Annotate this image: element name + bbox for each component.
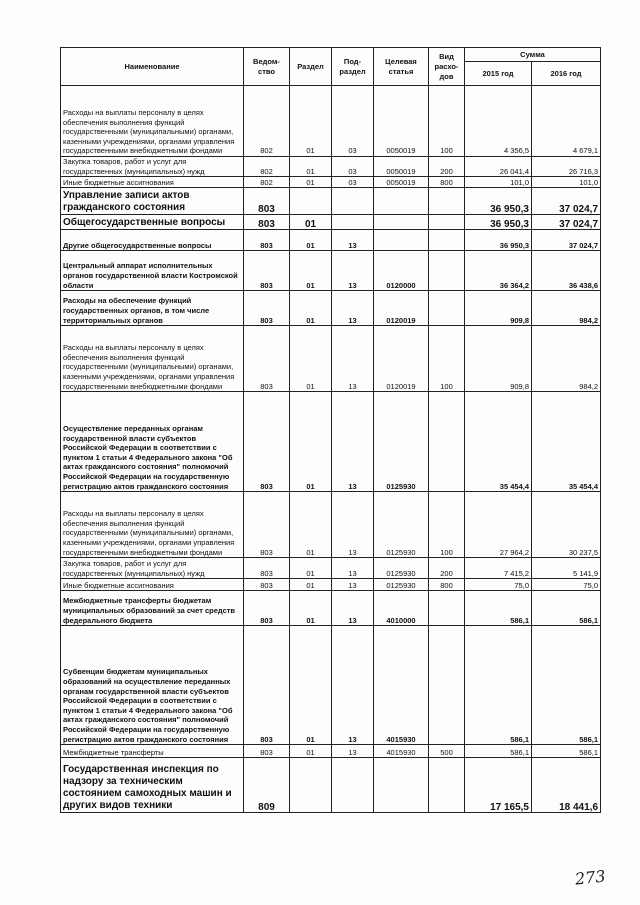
page-number: 273 [574,866,607,889]
cell-name: Общегосударственные вопросы [61,215,244,230]
cell-sec: 01 [290,745,332,758]
cell-tgt: 0125930 [374,392,429,492]
cell-tgt: 0050019 [374,157,429,177]
cell-sub: 13 [332,558,374,579]
cell-sub: 13 [332,291,374,326]
cell-sub: 13 [332,251,374,291]
cell-type: 200 [429,558,465,579]
cell-s2016: 5 141,9 [532,558,601,579]
table-row [61,626,601,745]
cell-name: Межбюджетные трансферты бюджетам муниципальных образований за счет средств федерального бюджета [61,591,244,626]
table-row [61,157,601,177]
cell-type [429,758,465,813]
cell-s2016: 586,1 [532,626,601,745]
cell-tgt: 0125930 [374,579,429,591]
cell-s2015: 26 041,4 [465,157,532,177]
cell-name: Центральный аппарат исполнительных органов государственной власти Костромской области [61,251,244,291]
cell-name: Расходы на выплаты персоналу в целях обеспечения выполнения функций государственными (муниципальными) органами, казенными учреждениями, органами управления государственными внебюджетными фондами [61,86,244,157]
cell-dept: 803 [244,326,290,392]
cell-sec: 01 [290,326,332,392]
cell-sub: 13 [332,230,374,251]
cell-s2015: 35 454,4 [465,392,532,492]
table-row [61,392,601,492]
cell-s2015: 36 950,3 [465,188,532,215]
cell-name: Расходы на выплаты персоналу в целях обеспечения выполнения функций государственными (муниципальными) органами, казенными учреждениями, органами управления государственными внебюджетными фондами [61,326,244,392]
cell-tgt [374,215,429,230]
cell-s2015: 101,0 [465,177,532,188]
cell-type [429,251,465,291]
table-row [61,230,601,251]
table-row [61,579,601,591]
cell-dept: 803 [244,579,290,591]
table-row [61,758,601,813]
cell-sub: 03 [332,177,374,188]
table-row [61,215,601,230]
cell-s2016: 26 716,3 [532,157,601,177]
cell-dept: 803 [244,745,290,758]
cell-s2016: 37 024,7 [532,230,601,251]
header-dept: Ведом-ство [244,48,290,86]
cell-type: 200 [429,157,465,177]
header-subsection: Под-раздел [332,48,374,86]
cell-sub: 03 [332,86,374,157]
cell-type [429,230,465,251]
cell-s2015: 17 165,5 [465,758,532,813]
cell-dept: 809 [244,758,290,813]
table-row [61,326,601,392]
cell-name: Иные бюджетные ассигнования [61,579,244,591]
cell-name: Закупка товаров, работ и услуг для государственных (муниципальных) нужд [61,157,244,177]
cell-sub [332,215,374,230]
cell-sec: 01 [290,579,332,591]
cell-s2016: 18 441,6 [532,758,601,813]
cell-s2015: 36 364,2 [465,251,532,291]
cell-s2016: 984,2 [532,326,601,392]
cell-s2015: 586,1 [465,591,532,626]
cell-tgt: 0050019 [374,86,429,157]
cell-sub [332,758,374,813]
cell-name: Осуществление переданных органам государственной власти субъектов Российской Федерации в соответствии с пунктом 1 статьи 4 Федерального закона "Об актах гражданского состояния" полномочий Российской Федерации на государственную регистрацию актов гражданского состояния [61,392,244,492]
cell-s2015: 909,8 [465,291,532,326]
cell-sub: 13 [332,492,374,558]
cell-dept: 803 [244,492,290,558]
cell-sec: 01 [290,251,332,291]
cell-s2015: 586,1 [465,745,532,758]
cell-tgt: 0125930 [374,492,429,558]
cell-s2016: 4 679,1 [532,86,601,157]
cell-dept: 803 [244,230,290,251]
cell-s2015: 36 950,3 [465,230,532,251]
cell-s2015: 7 415,2 [465,558,532,579]
cell-dept: 803 [244,558,290,579]
cell-type [429,392,465,492]
cell-name: Иные бюджетные ассигнования [61,177,244,188]
cell-sec: 01 [290,157,332,177]
header-target: Целевая статья [374,48,429,86]
cell-type [429,626,465,745]
table-row [61,177,601,188]
cell-sub: 03 [332,157,374,177]
cell-s2016: 37 024,7 [532,188,601,215]
header-name: Наименование [61,48,244,86]
cell-sec: 01 [290,215,332,230]
cell-type: 100 [429,326,465,392]
cell-tgt: 4015930 [374,626,429,745]
cell-tgt: 0050019 [374,177,429,188]
cell-type: 800 [429,177,465,188]
cell-dept: 803 [244,392,290,492]
cell-tgt [374,188,429,215]
cell-tgt [374,758,429,813]
cell-s2016: 30 237,5 [532,492,601,558]
cell-sub: 13 [332,626,374,745]
cell-tgt [374,230,429,251]
cell-name: Субвенции бюджетам муниципальных образований на осуществление переданных органам государственной власти субъектов Российской Федерации в соответствии с пунктом 1 статьи 4 Федерального закона "Об актах гражданского состояния" полномочий Российской Федерации на государственную регистрацию актов гражданского состояния [61,626,244,745]
cell-dept: 802 [244,177,290,188]
cell-s2015: 586,1 [465,626,532,745]
cell-sec: 01 [290,291,332,326]
table-row [61,745,601,758]
cell-s2016: 586,1 [532,745,601,758]
cell-name: Расходы на обеспечение функций государственных органов, в том числе территориальных органов [61,291,244,326]
cell-tgt: 4010000 [374,591,429,626]
cell-dept: 802 [244,86,290,157]
cell-type [429,215,465,230]
cell-tgt: 0120019 [374,291,429,326]
cell-type: 100 [429,86,465,157]
table-row [61,86,601,157]
cell-dept: 803 [244,215,290,230]
cell-sub: 13 [332,326,374,392]
cell-s2016: 37 024,7 [532,215,601,230]
cell-name: Закупка товаров, работ и услуг для государственных (муниципальных) нужд [61,558,244,579]
cell-s2015: 36 950,3 [465,215,532,230]
cell-dept: 803 [244,251,290,291]
budget-table [60,47,601,813]
table-row [61,291,601,326]
cell-s2015: 4 356,5 [465,86,532,157]
table-row [61,492,601,558]
cell-sec [290,188,332,215]
cell-s2016: 75,0 [532,579,601,591]
cell-s2015: 75,0 [465,579,532,591]
cell-sec: 01 [290,558,332,579]
table-row [61,591,601,626]
cell-type [429,291,465,326]
cell-name: Государственная инспекция по надзору за техническим состоянием самоходных машин и других видов техники [61,758,244,813]
cell-dept: 803 [244,591,290,626]
cell-sub [332,188,374,215]
cell-s2015: 909,8 [465,326,532,392]
cell-tgt: 0120019 [374,326,429,392]
cell-sub: 13 [332,579,374,591]
cell-type: 500 [429,745,465,758]
cell-s2016: 36 438,6 [532,251,601,291]
cell-sub: 13 [332,591,374,626]
cell-dept: 803 [244,291,290,326]
cell-sec: 01 [290,392,332,492]
cell-dept: 803 [244,188,290,215]
cell-sec: 01 [290,626,332,745]
cell-sec: 01 [290,492,332,558]
cell-dept: 802 [244,157,290,177]
cell-sec: 01 [290,177,332,188]
header-section: Раздел [290,48,332,86]
header-2016: 2016 год [532,62,601,86]
cell-s2016: 35 454,4 [532,392,601,492]
cell-type: 100 [429,492,465,558]
cell-type: 800 [429,579,465,591]
cell-s2016: 101,0 [532,177,601,188]
table-row [61,558,601,579]
cell-name: Расходы на выплаты персоналу в целях обеспечения выполнения функций государственными (муниципальными) органами, казенными учреждениями, органами управления государственными внебюджетными фондами [61,492,244,558]
cell-s2016: 984,2 [532,291,601,326]
cell-tgt: 4015930 [374,745,429,758]
cell-s2016: 586,1 [532,591,601,626]
cell-type [429,188,465,215]
cell-sub: 13 [332,392,374,492]
cell-sec: 01 [290,230,332,251]
cell-dept: 803 [244,626,290,745]
table-row [61,188,601,215]
cell-sub: 13 [332,745,374,758]
cell-tgt: 0120000 [374,251,429,291]
cell-sec: 01 [290,591,332,626]
cell-name: Другие общегосударственные вопросы [61,230,244,251]
header-sum: Сумма [465,48,601,62]
cell-name: Управление записи актов гражданского состояния [61,188,244,215]
cell-s2015: 27 964,2 [465,492,532,558]
header-type: Вид расхо-дов [429,48,465,86]
cell-sec: 01 [290,86,332,157]
cell-sec [290,758,332,813]
cell-name: Межбюджетные трансферты [61,745,244,758]
table-row [61,251,601,291]
cell-type [429,591,465,626]
header-2015: 2015 год [465,62,532,86]
cell-tgt: 0125930 [374,558,429,579]
